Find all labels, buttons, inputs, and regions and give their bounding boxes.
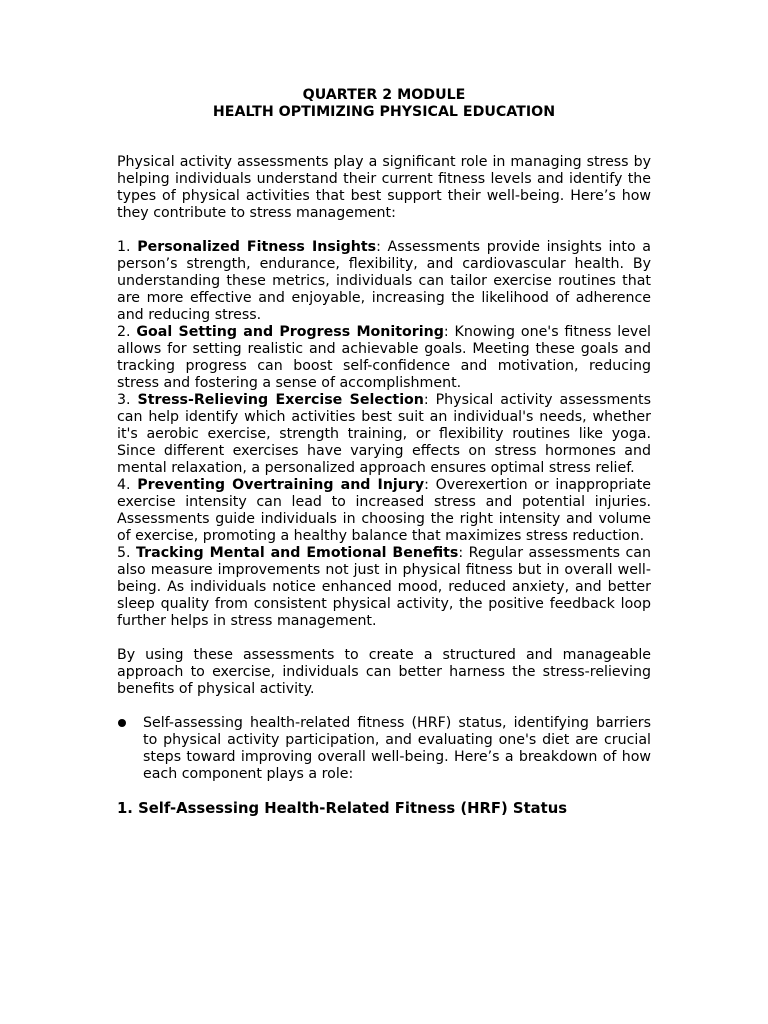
- list-item: [117, 392, 651, 477]
- section-heading: 1. Self-Assessing Health-Related Fitness (HRF) Status: [117, 800, 568, 817]
- bullet-dot-icon: [118, 719, 126, 727]
- list-item-number: 3.: [117, 392, 131, 408]
- list-item-term: Goal Setting and Progress Monitoring: [136, 324, 444, 340]
- list-item-text: : Physical activity assessments can help identify which activities best suit an individual's needs, whether it's aerobic exercise, strength training, or flexibility routines like yoga. Since different exercises have varying effects on stress hormones and mental relaxation, a personalized approach ensures optimal stress relief.: [117, 392, 651, 476]
- list-item: [117, 477, 651, 545]
- bullet-item: [117, 715, 651, 783]
- module-title-line-1: QUARTER 2 MODULE: [302, 87, 466, 103]
- list-item-number: 4.: [117, 477, 131, 493]
- module-title: [117, 87, 651, 121]
- list-item-number: 1.: [117, 239, 131, 255]
- list-item: [117, 545, 651, 630]
- list-item-term: Personalized Fitness Insights: [137, 239, 377, 255]
- list-item: [117, 324, 651, 392]
- list-item-term: Preventing Overtraining and Injury: [137, 477, 425, 493]
- list-item: [117, 239, 651, 324]
- list-item-number: 5.: [117, 545, 131, 561]
- list-item-text: : Assessments provide insights into a person’s strength, endurance, flexibility, and cardiovascular health. By understanding these metrics, individuals can tailor exercise routines that are more effective and enjoyable, increasing the likelihood of adherence and reducing stress.: [117, 239, 651, 323]
- list-item-term: Tracking Mental and Emotional Benefits: [136, 545, 459, 561]
- stress-management-list: [117, 239, 651, 630]
- closing-paragraph: By using these assessments to create a structured and manageable approach to exercise, individuals can better harness the stress-relieving benefits of physical activity.: [117, 647, 651, 697]
- list-item-text: : Regular assessments can also measure improvements not just in physical fitness but in overall well-being. As individuals notice enhanced mood, reduced anxiety, and better sleep quality from consistent physical activity, the positive feedback loop further helps in stress management.: [117, 545, 651, 629]
- bullet-list: [117, 715, 651, 783]
- bullet-text: Self-assessing health-related fitness (HRF) status, identifying barriers to physical activity participation, and evaluating one's diet are crucial steps toward improving overall well-being. Here’s a breakdown of how each component plays a role:: [143, 715, 651, 782]
- list-item-text: : Overexertion or inappropriate exercise intensity can lead to increased stress and potential injuries. Assessments guide individuals in choosing the right intensity and volume of exercise, promoting a healthy balance that maximizes stress reduction.: [117, 477, 651, 544]
- list-item-text: : Knowing one's fitness level allows for setting realistic and achievable goals. Meeting these goals and tracking progress can boost self-confidence and motivation, reducing stress and fostering a sense of accomplishment.: [117, 324, 651, 391]
- list-item-term: Stress-Relieving Exercise Selection: [137, 392, 424, 408]
- list-item-number: 2.: [117, 324, 131, 340]
- intro-paragraph: Physical activity assessments play a significant role in managing stress by helping individuals understand their current fitness levels and identify the types of physical activities that best support their well-being. Here’s how they contribute to stress management:: [117, 154, 651, 221]
- module-title-line-2: HEALTH OPTIMIZING PHYSICAL EDUCATION: [212, 104, 556, 120]
